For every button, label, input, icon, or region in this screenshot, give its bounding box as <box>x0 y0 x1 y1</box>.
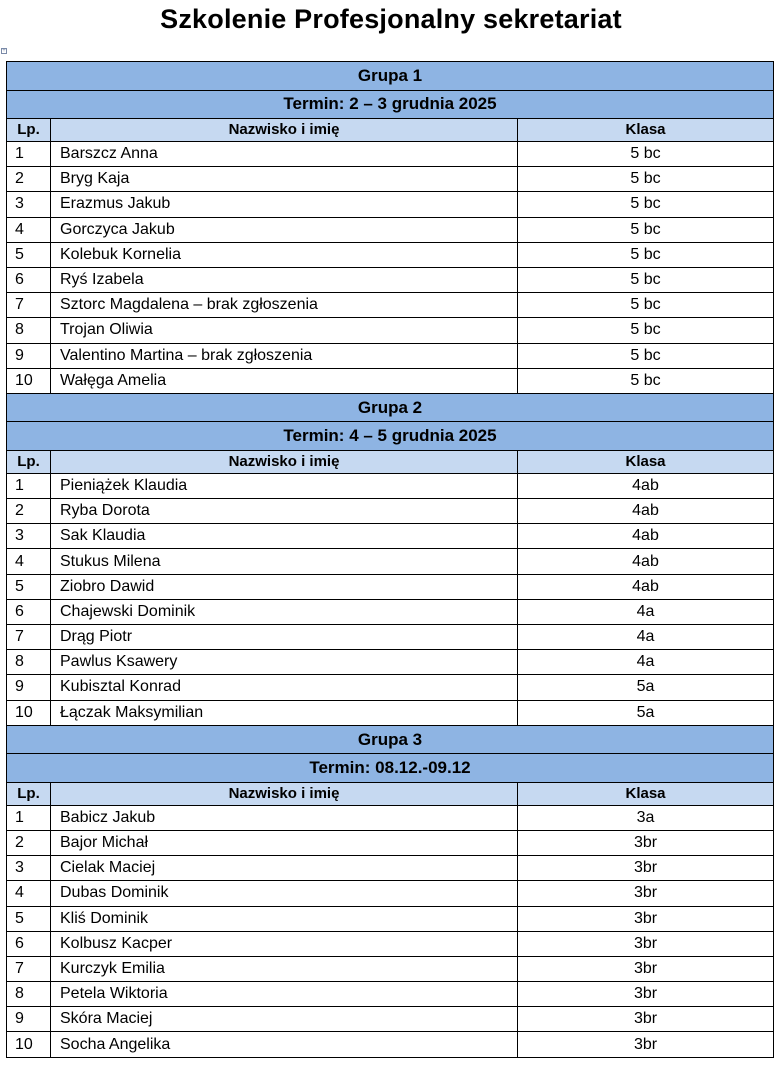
student-name: Socha Angelika <box>51 1032 518 1057</box>
table-row <box>7 599 774 624</box>
group-term: Termin: 4 – 5 grudnia 2025 <box>7 422 774 451</box>
student-name: Gorczyca Jakub <box>51 217 518 242</box>
row-number: 4 <box>7 549 51 574</box>
student-class: 5 bc <box>518 142 774 167</box>
student-name: Dubas Dominik <box>51 881 518 906</box>
row-number: 8 <box>7 982 51 1007</box>
student-class: 5 bc <box>518 192 774 217</box>
roster-table-body <box>7 62 774 1058</box>
row-number: 1 <box>7 473 51 498</box>
table-row <box>7 830 774 855</box>
group-title: Grupa 3 <box>7 725 774 754</box>
student-class: 4a <box>518 599 774 624</box>
row-number: 1 <box>7 805 51 830</box>
row-number: 9 <box>7 343 51 368</box>
student-class: 5 bc <box>518 242 774 267</box>
student-class: 4a <box>518 650 774 675</box>
student-class: 4ab <box>518 524 774 549</box>
student-class: 4ab <box>518 574 774 599</box>
group-term-row <box>7 90 774 119</box>
table-row <box>7 650 774 675</box>
student-class: 5 bc <box>518 267 774 292</box>
table-row <box>7 982 774 1007</box>
row-number: 2 <box>7 830 51 855</box>
student-name: Stukus Milena <box>51 549 518 574</box>
group-title-row <box>7 393 774 422</box>
row-number: 3 <box>7 856 51 881</box>
student-name: Valentino Martina – brak zgłoszenia <box>51 343 518 368</box>
table-row <box>7 1032 774 1057</box>
group-term: Termin: 2 – 3 grudnia 2025 <box>7 90 774 119</box>
row-number: 3 <box>7 192 51 217</box>
student-name: Babicz Jakub <box>51 805 518 830</box>
column-header-row <box>7 119 774 142</box>
student-name: Erazmus Jakub <box>51 192 518 217</box>
row-number: 10 <box>7 1032 51 1057</box>
table-row <box>7 675 774 700</box>
row-number: 2 <box>7 167 51 192</box>
row-number: 10 <box>7 368 51 393</box>
row-number: 7 <box>7 956 51 981</box>
student-name: Sak Klaudia <box>51 524 518 549</box>
table-row <box>7 805 774 830</box>
table-row <box>7 192 774 217</box>
student-name: Ziobro Dawid <box>51 574 518 599</box>
row-number: 5 <box>7 242 51 267</box>
table-row <box>7 499 774 524</box>
student-class: 5a <box>518 700 774 725</box>
student-class: 5 bc <box>518 217 774 242</box>
student-name: Kliś Dominik <box>51 906 518 931</box>
student-name: Kubisztal Konrad <box>51 675 518 700</box>
row-number: 5 <box>7 906 51 931</box>
page-title: Szkolenie Profesjonalny sekretariat <box>160 4 622 34</box>
student-class: 3br <box>518 881 774 906</box>
student-name: Bajor Michał <box>51 830 518 855</box>
group-term-row <box>7 422 774 451</box>
column-header-row <box>7 782 774 805</box>
column-header-lp: Lp. <box>7 450 51 473</box>
table-row <box>7 625 774 650</box>
table-row <box>7 267 774 292</box>
student-name: Kolbusz Kacper <box>51 931 518 956</box>
column-header-row <box>7 450 774 473</box>
roster-table <box>6 61 774 1058</box>
row-number: 7 <box>7 293 51 318</box>
student-name: Pieniążek Klaudia <box>51 473 518 498</box>
student-class: 3br <box>518 856 774 881</box>
table-row <box>7 700 774 725</box>
row-number: 7 <box>7 625 51 650</box>
table-row <box>7 881 774 906</box>
table-row <box>7 906 774 931</box>
row-number: 3 <box>7 524 51 549</box>
student-class: 5 bc <box>518 293 774 318</box>
column-header-name: Nazwisko i imię <box>51 119 518 142</box>
table-row <box>7 856 774 881</box>
group-title: Grupa 2 <box>7 393 774 422</box>
group-title-row <box>7 62 774 91</box>
student-class: 4ab <box>518 549 774 574</box>
student-class: 5 bc <box>518 343 774 368</box>
student-class: 4a <box>518 625 774 650</box>
group-term: Termin: 08.12.-09.12 <box>7 754 774 783</box>
table-row <box>7 142 774 167</box>
student-name: Łączak Maksymilian <box>51 700 518 725</box>
row-number: 5 <box>7 574 51 599</box>
student-class: 5 bc <box>518 318 774 343</box>
student-class: 3a <box>518 805 774 830</box>
student-name: Kolebuk Kornelia <box>51 242 518 267</box>
group-title-row <box>7 725 774 754</box>
student-class: 3br <box>518 956 774 981</box>
student-class: 5a <box>518 675 774 700</box>
row-number: 8 <box>7 318 51 343</box>
table-row <box>7 343 774 368</box>
student-name: Barszcz Anna <box>51 142 518 167</box>
table-row <box>7 167 774 192</box>
student-name: Skóra Maciej <box>51 1007 518 1032</box>
table-row <box>7 956 774 981</box>
table-row <box>7 217 774 242</box>
student-name: Bryg Kaja <box>51 167 518 192</box>
group-term-row <box>7 754 774 783</box>
table-row <box>7 931 774 956</box>
row-number: 10 <box>7 700 51 725</box>
row-number: 9 <box>7 675 51 700</box>
student-name: Ryś Izabela <box>51 267 518 292</box>
student-class: 3br <box>518 830 774 855</box>
student-name: Pawlus Ksawery <box>51 650 518 675</box>
student-class: 3br <box>518 982 774 1007</box>
student-name: Ryba Dorota <box>51 499 518 524</box>
row-number: 6 <box>7 931 51 956</box>
row-number: 2 <box>7 499 51 524</box>
student-name: Sztorc Magdalena – brak zgłoszenia <box>51 293 518 318</box>
student-class: 3br <box>518 1007 774 1032</box>
student-class: 5 bc <box>518 368 774 393</box>
student-class: 3br <box>518 906 774 931</box>
table-row <box>7 242 774 267</box>
column-header-lp: Lp. <box>7 782 51 805</box>
column-header-name: Nazwisko i imię <box>51 450 518 473</box>
student-name: Petela Wiktoria <box>51 982 518 1007</box>
table-row <box>7 293 774 318</box>
student-class: 3br <box>518 1032 774 1057</box>
table-row <box>7 524 774 549</box>
column-header-class: Klasa <box>518 782 774 805</box>
row-number: 6 <box>7 267 51 292</box>
row-number: 4 <box>7 217 51 242</box>
table-row <box>7 574 774 599</box>
table-row <box>7 549 774 574</box>
table-row <box>7 473 774 498</box>
table-row <box>7 368 774 393</box>
row-number: 8 <box>7 650 51 675</box>
column-header-class: Klasa <box>518 450 774 473</box>
table-row <box>7 1007 774 1032</box>
student-name: Kurczyk Emilia <box>51 956 518 981</box>
student-name: Cielak Maciej <box>51 856 518 881</box>
student-class: 5 bc <box>518 167 774 192</box>
row-number: 9 <box>7 1007 51 1032</box>
group-title: Grupa 1 <box>7 62 774 91</box>
student-name: Drąg Piotr <box>51 625 518 650</box>
student-class: 4ab <box>518 473 774 498</box>
column-header-lp: Lp. <box>7 119 51 142</box>
table-move-handle-icon[interactable]: + <box>2 48 6 54</box>
student-name: Wałęga Amelia <box>51 368 518 393</box>
student-name: Trojan Oliwia <box>51 318 518 343</box>
column-header-name: Nazwisko i imię <box>51 782 518 805</box>
table-row <box>7 318 774 343</box>
row-number: 4 <box>7 881 51 906</box>
student-class: 3br <box>518 931 774 956</box>
student-class: 4ab <box>518 499 774 524</box>
row-number: 6 <box>7 599 51 624</box>
column-header-class: Klasa <box>518 119 774 142</box>
row-number: 1 <box>7 142 51 167</box>
student-name: Chajewski Dominik <box>51 599 518 624</box>
